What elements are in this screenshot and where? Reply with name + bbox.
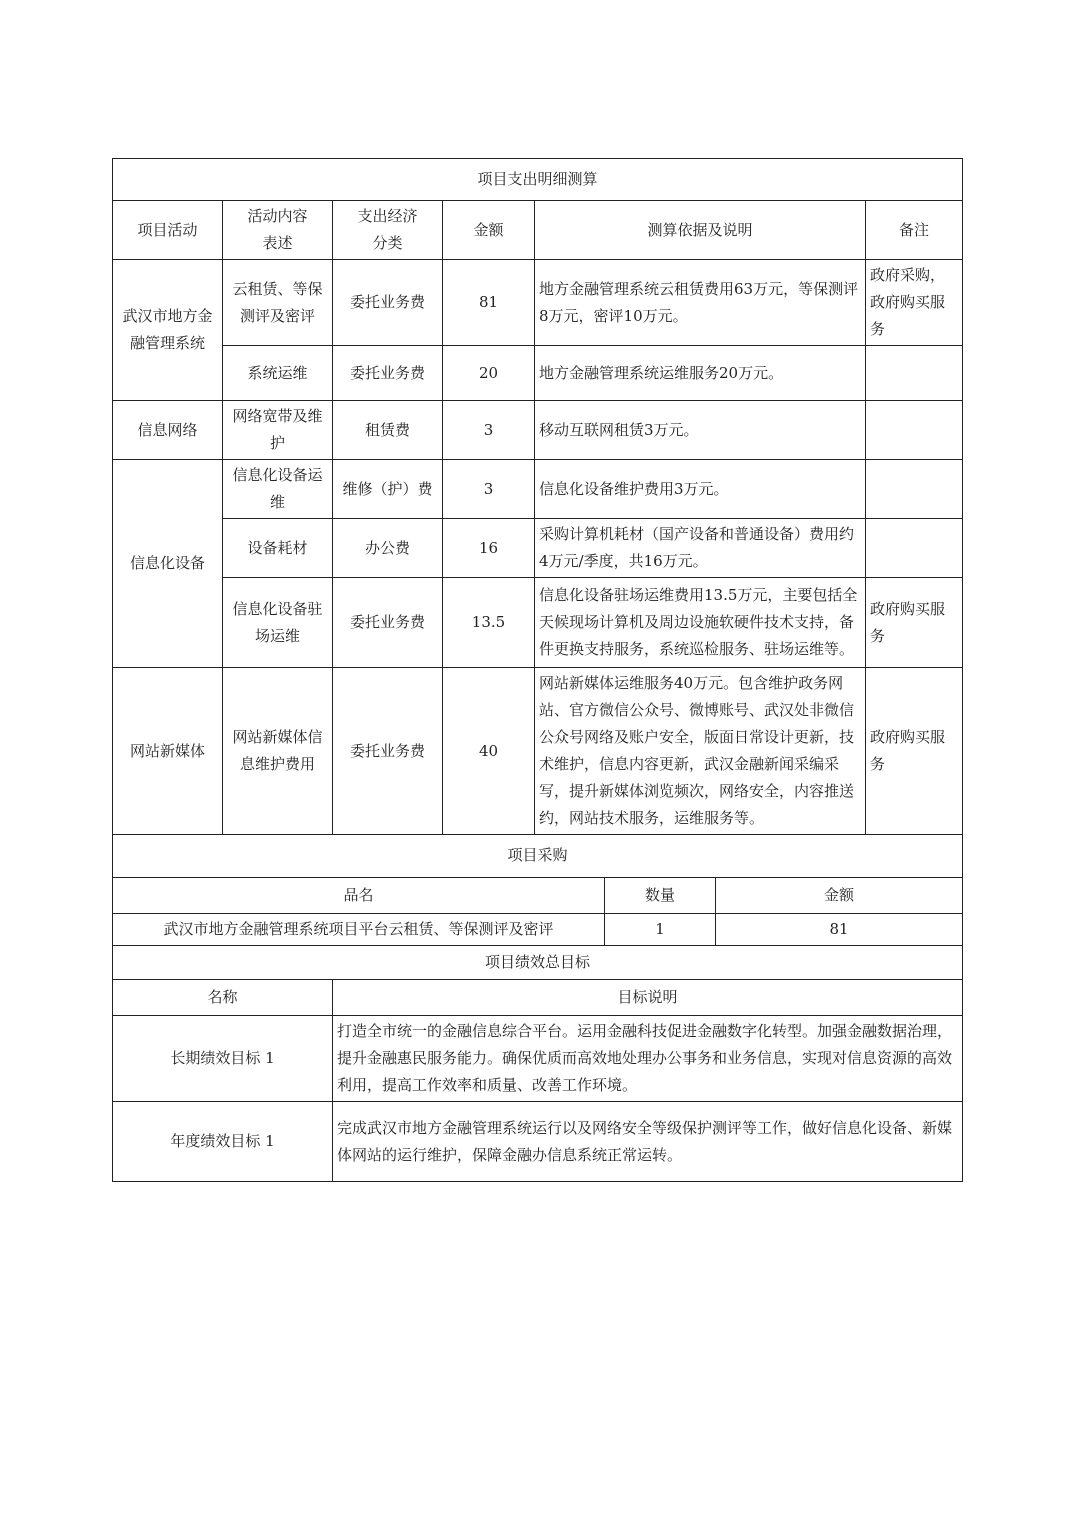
- table-row: [113, 1102, 963, 1182]
- basis-cell: 信息化设备维护费用3万元。: [535, 460, 866, 519]
- header-quantity: 数量: [605, 877, 716, 913]
- header-amount: 金额: [443, 201, 535, 260]
- amount-cell: 13.5: [443, 578, 535, 668]
- goal-desc-cell: 打造全市统一的金融信息综合平台。运用金融科技促进金融数字化转型。加强金融数据治理，提升金融惠民服务能力。确保优质而高效地处理办公事务和业务信息，实现对信息资源的高效利用，提高工作效率和质量、改善工作环境。: [333, 1016, 963, 1102]
- amount-cell: 81: [716, 913, 963, 945]
- table-row: [113, 913, 963, 945]
- basis-cell: 网站新媒体运维服务40万元。包含维护政务网站、官方微信公众号、微博账号、武汉处非微信公众号网络及账户安全，版面日常设计更新，技术维护，信息内容更新，武汉金融新闻采编采写，提升新媒体浏览频次，网络安全，内容推送约，网站技术服务，运维服务等。: [535, 668, 866, 835]
- basis-cell: 采购计算机耗材（国产设备和普通设备）费用约4万元/季度，共16万元。: [535, 519, 866, 578]
- content-cell: 信息化设备运维: [223, 460, 333, 519]
- expense-title: 项目支出明细测算: [113, 159, 963, 201]
- expense-detail-table: [112, 158, 963, 835]
- category-cell: 委托业务费: [333, 578, 443, 668]
- category-cell: 委托业务费: [333, 346, 443, 401]
- basis-cell: 地方金融管理系统云租赁费用63万元，等保测评8万元，密评10万元。: [535, 260, 866, 346]
- basis-cell: 信息化设备驻场运维费用13.5万元，主要包括全天候现场计算机及周边设施软硬件技术支持，备件更换支持服务，系统巡检服务、驻场运维等。: [535, 578, 866, 668]
- table-row: [113, 578, 963, 668]
- content-cell: 网站新媒体信息维护费用: [223, 668, 333, 835]
- basis-cell: 地方金融管理系统运维服务20万元。: [535, 346, 866, 401]
- remark-cell: [866, 401, 963, 460]
- amount-cell: 16: [443, 519, 535, 578]
- remark-cell: 政府采购，政府购买服务: [866, 260, 963, 346]
- goal-desc-cell: 完成武汉市地方金融管理系统运行以及网络安全等级保护测评等工作，做好信息化设备、新媒体网站的运行维护，保障金融办信息系统正常运转。: [333, 1102, 963, 1182]
- remark-cell: [866, 460, 963, 519]
- content-cell: 系统运维: [223, 346, 333, 401]
- amount-cell: 20: [443, 346, 535, 401]
- table-row: [113, 519, 963, 578]
- category-cell: 租赁费: [333, 401, 443, 460]
- activity-cell: 武汉市地方金融管理系统: [113, 260, 223, 401]
- amount-cell: 3: [443, 460, 535, 519]
- content-cell: 信息化设备驻场运维: [223, 578, 333, 668]
- content-cell: 云租赁、等保测评及密评: [223, 260, 333, 346]
- content-cell: 设备耗材: [223, 519, 333, 578]
- header-content: 活动内容 表述: [223, 201, 333, 260]
- quantity-cell: 1: [605, 913, 716, 945]
- goal-name-cell: 长期绩效目标 1: [113, 1016, 333, 1102]
- table-row: [113, 401, 963, 460]
- goal-name-cell: 年度绩效目标 1: [113, 1102, 333, 1182]
- table-row: [113, 668, 963, 835]
- remark-cell: 政府购买服务: [866, 578, 963, 668]
- activity-cell: 信息网络: [113, 401, 223, 460]
- activity-cell: 信息化设备: [113, 460, 223, 668]
- remark-cell: 政府购买服务: [866, 668, 963, 835]
- header-goal-desc: 目标说明: [333, 980, 963, 1016]
- procurement-table: [112, 835, 963, 946]
- category-cell: 维修（护）费: [333, 460, 443, 519]
- header-amount: 金额: [716, 877, 963, 913]
- activity-cell: 网站新媒体: [113, 668, 223, 835]
- table-row: [113, 346, 963, 401]
- table-row: [113, 460, 963, 519]
- table-row: [113, 1016, 963, 1102]
- header-goal-name: 名称: [113, 980, 333, 1016]
- document-tables: [112, 158, 962, 1182]
- category-cell: 委托业务费: [333, 668, 443, 835]
- remark-cell: [866, 519, 963, 578]
- item-name-cell: 武汉市地方金融管理系统项目平台云租赁、等保测评及密评: [113, 913, 605, 945]
- table-row: [113, 260, 963, 346]
- header-item-name: 品名: [113, 877, 605, 913]
- header-remark: 备注: [866, 201, 963, 260]
- category-cell: 委托业务费: [333, 260, 443, 346]
- content-cell: 网络宽带及维护: [223, 401, 333, 460]
- amount-cell: 3: [443, 401, 535, 460]
- goals-title: 项目绩效总目标: [113, 946, 963, 980]
- header-basis: 测算依据及说明: [535, 201, 866, 260]
- header-category: 支出经济 分类: [333, 201, 443, 260]
- procurement-title: 项目采购: [113, 835, 963, 877]
- amount-cell: 40: [443, 668, 535, 835]
- header-activity: 项目活动: [113, 201, 223, 260]
- basis-cell: 移动互联网租赁3万元。: [535, 401, 866, 460]
- performance-goals-table: [112, 946, 963, 1183]
- category-cell: 办公费: [333, 519, 443, 578]
- amount-cell: 81: [443, 260, 535, 346]
- remark-cell: [866, 346, 963, 401]
